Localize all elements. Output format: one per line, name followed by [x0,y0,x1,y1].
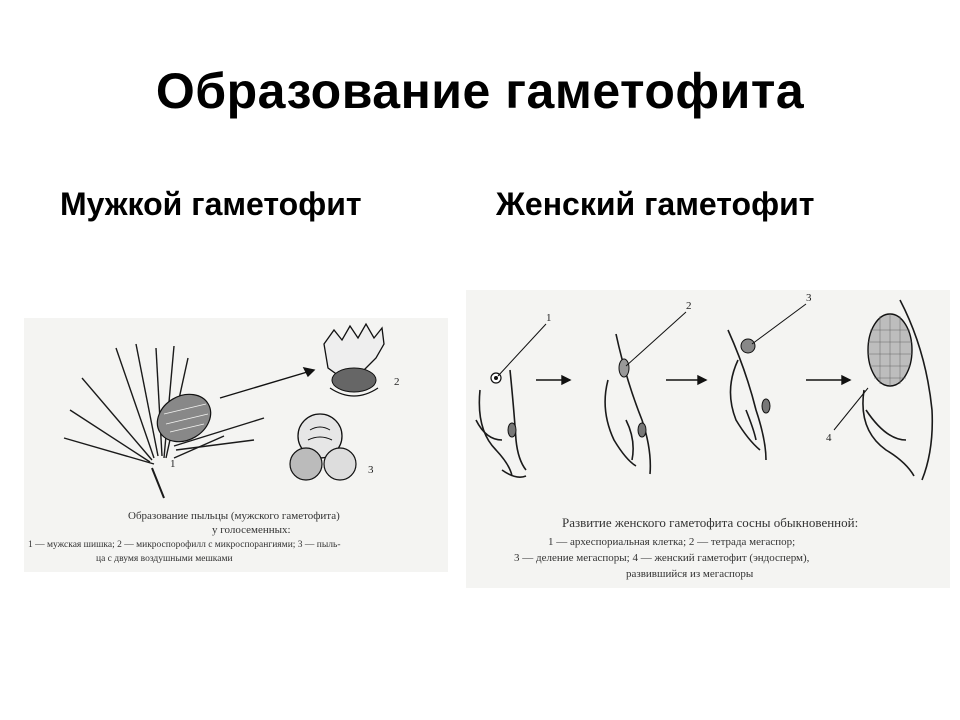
female-label-3: 3 [806,292,812,304]
male-caption-line-1: Образование пыльцы (мужского гаметофита) [128,510,340,522]
female-label-1: 1 [546,312,552,324]
male-caption-line-4: ца с двумя воздушными мешками [96,554,233,564]
female-caption-line-1: Развитие женского гаметофита сосны обыкновенной: [562,515,859,530]
male-gametophyte-heading: Мужкой гаметофит [60,186,362,222]
male-caption-line-2: у голосеменных: [212,524,291,536]
female-gametophyte-heading: Женский гаметофит [496,186,815,222]
male-label-1: 1 [170,458,176,470]
female-label-2: 2 [686,300,692,312]
male-gametophyte-figure [24,318,448,572]
male-label-2: 2 [394,376,400,388]
page-title: Образование гаметофита [155,63,805,119]
male-caption-line-3: 1 — мужская шишка; 2 — микроспорофилл с микроспорангиями; 3 — пыль- [28,540,341,550]
female-gametophyte-figure [466,290,950,588]
female-caption-line-2: 1 — археспориальная клетка; 2 — тетрада мегаспор; [548,536,796,548]
male-label-3: 3 [368,464,374,476]
female-caption-line-4: развившийся из мегаспоры [626,568,754,580]
female-label-4: 4 [826,432,832,444]
female-caption-line-3: 3 — деление мегаспоры; 4 — женский гаметофит (эндосперм), [514,552,810,564]
